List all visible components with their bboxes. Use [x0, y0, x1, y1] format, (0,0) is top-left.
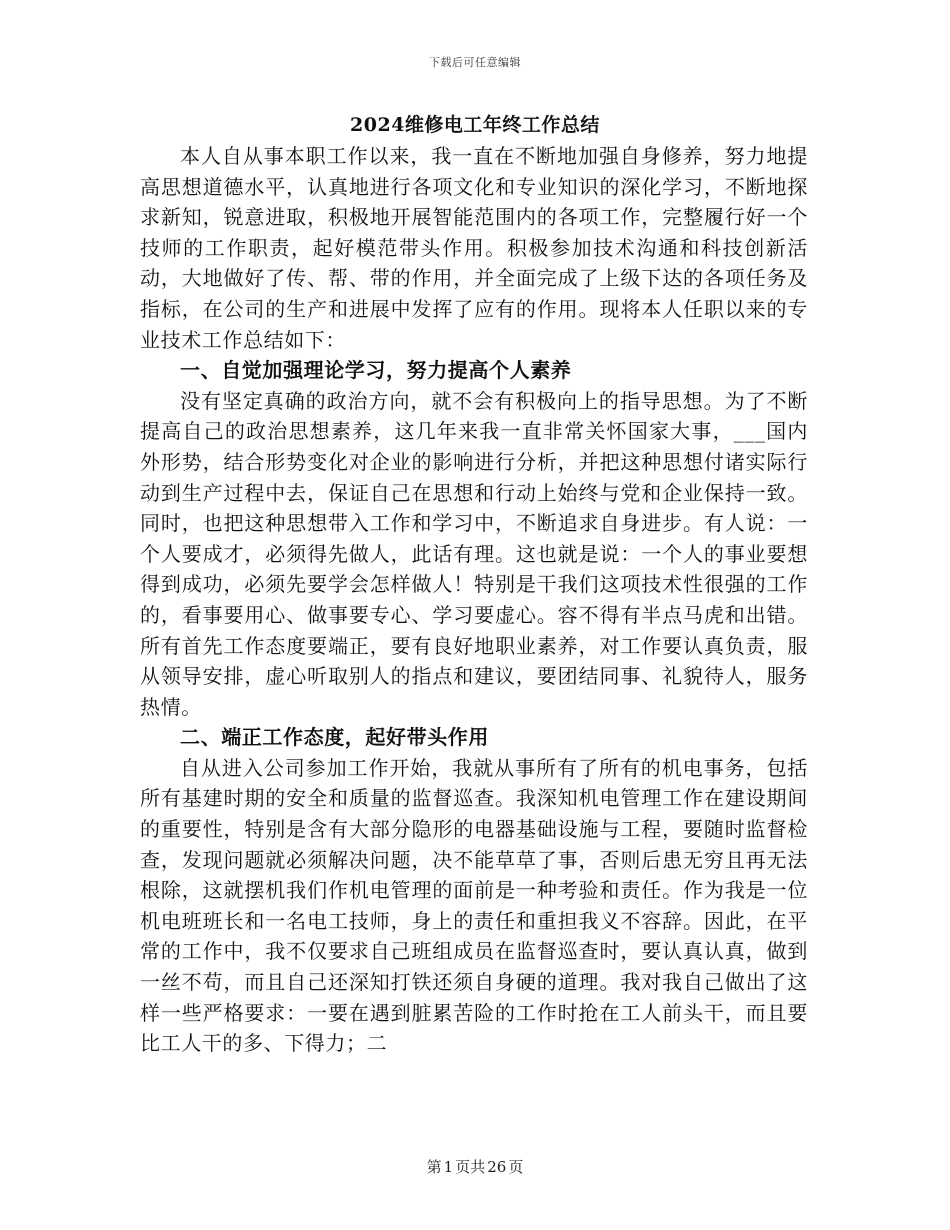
document-title: 2024维修电工年终工作总结: [350, 114, 600, 136]
intro-paragraph: 本人自从事本职工作以来，我一直在不断地加强自身修养，努力地提高思想道德水平，认真地进行各项文化和专业知识的深化学习，不断地探求新知，锐意进取，积极地开展智能范围内的各项工作，完整履行好一个技师的工作职责，起好模范带头作用。积极参加技术沟通和科技创新活动，大地做好了传、帮、带的作用，并全面完成了上级下达的各项任务及指标，在公司的生产和进展中发挥了应有的作用。现将本人任职以来的专业技术工作总结如下：: [140, 144, 808, 352]
footer-middle: 页共: [455, 1158, 486, 1176]
footer-prefix: 第: [426, 1158, 442, 1176]
page-header-note: 下载后可任意编辑: [429, 56, 521, 69]
section-1-heading: 一、自觉加强理论学习，努力提高个人素养: [180, 358, 572, 383]
section-2-heading: 二、端正工作态度，起好带头作用: [180, 725, 489, 750]
footer-suffix: 页: [508, 1158, 524, 1176]
section-2-paragraph: 自从进入公司参加工作开始，我就从事所有了所有的机电事务，包括所有基建时期的安全和质量的监督巡查。我深知机电管理工作在建设期间的重要性，特别是含有大部分隐形的电器基础设施与工程，要随时监督检查，发现问题就必须解决问题，决不能草草了事，否则后患无穷且再无法根除，这就摆机我们作机电管理的面前是一种考验和责任。作为我是一位机电班班长和一名电工技师，身上的责任和重担我义不容辞。因此，在平常的工作中，我不仅要求自己班组成员在监督巡查时，要认真认真，做到一丝不苟，而且自己还深知打铁还须自身硬的道理。我对我自己做出了这样一些严格要求：一要在遇到脏累苦险的工作时抢在工人前头干，而且要比工人干的多、下得力；二: [140, 755, 808, 1056]
page-footer: [0, 1156, 950, 1177]
footer-total-pages: 26: [487, 1158, 507, 1176]
section-1-paragraph: 没有坚定真确的政治方向，就不会有积极向上的指导思想。为了不断提高自己的政治思想素养，这几年来我一直非常关怀国家大事，___国内外形势，结合形势变化对企业的影响进行分析，并把这种思想付诸实际行动到生产过程中去，保证自己在思想和行动上始终与党和企业保持一致。同时，也把这种思想带入工作和学习中，不断追求自身进步。有人说：一个人要成才，必须得先做人，此话有理。这也就是说：一个人的事业要想得到成功，必须先要学会怎样做人！特别是干我们这项技术性很强的工作的，看事要用心、做事要专心、学习要虚心。容不得有半点马虎和出错。所有首先工作态度要端正，要有良好地职业素养，对工作要认真负责，服从领导安排，虚心听取别人的指点和建议，要团结同事、礼貌待人，服务热情。: [140, 388, 808, 719]
document-body: [140, 141, 808, 1059]
footer-current-page: 1: [443, 1158, 454, 1176]
